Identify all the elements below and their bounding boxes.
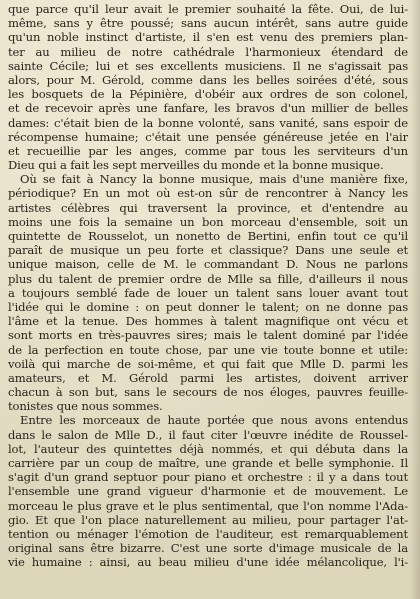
text-line: Entre les morceaux de haute portée que nous avons entendus (20, 413, 408, 428)
text-line: que parce qu'il leur avait le premier souhaité la fête. Oui, de lui- (8, 2, 408, 16)
text-line: plus du talent de premier ordre de Mlle sa fille, d'ailleurs il nous (8, 271, 408, 286)
text-line: chacun à son but, sans le secours de nos éloges, pauvres feuille- (8, 385, 408, 400)
text-line: l'ensemble une grand vigueur d'harmonie et de mouvement. Le (8, 484, 408, 499)
text-line: a toujours semblé fade de louer un talent sans louer avant tout (8, 285, 408, 300)
text-line: artistes célèbres qui traversent la province, et d'entendre au (8, 200, 408, 215)
text-line: ter au milieu de notre cathédrale l'harmonieux étendard de (8, 44, 408, 59)
text-line: carrière par un coup de maître, une grande et belle symphonie. Il (8, 456, 408, 470)
text-line: qu'un noble instinct d'artiste, il s'en est venu des premiers plan- (8, 30, 408, 45)
text-line: moins une fois la semaine un bon morceau d'ensemble, soit un (8, 214, 408, 229)
text-line: voilà qui marche de soi-même, et qui fait que Mlle D. parmi les (8, 356, 408, 371)
text-line: tention ou ménager l'émotion de l'auditeur, est remarquablement (8, 526, 408, 541)
text-line: les bosquets de la Pépinière, d'obéir aux ordres de son colonel, (8, 87, 408, 102)
text-line: Dieu qui a fait les sept merveilles du monde et la bonne musique. (8, 158, 384, 173)
text-line: original sans être bizarre. C'est une sorte d'image musicale de la (8, 541, 408, 556)
text-line: quintette de Rousselot, un nonetto de Bertini, enfin tout ce qu'il (8, 229, 408, 243)
text-line: dans le salon de Mlle D., il faut citer l'œuvre inédite de Roussel- (8, 427, 408, 442)
text-line: morceau le plus grave et le plus sentimental, que l'on nomme l'Ada- (8, 498, 408, 513)
text-line: même, sans y être poussé; sans aucun intérêt, sans autre guide (8, 16, 408, 31)
text-line: lot, l'auteur des quintettes déjà nommés, et qui débuta dans la (8, 441, 408, 456)
text-line: Où se fait à Nancy la bonne musique, mais d'une manière fixe, (20, 172, 408, 187)
text-line: amateurs, et M. Gérold parmi les artistes, doivent arriver (8, 370, 408, 385)
text-line: l'âme et la tenue. Des hommes à talent magnifique ont vécu et (8, 314, 408, 329)
text-line: dames: c'était bien de la bonne volonté, sans vanité, sans espoir de (8, 115, 408, 130)
text-line: tonistes que nous sommes. (8, 399, 163, 414)
page-edge-shadow (410, 0, 420, 599)
text-column (8, 2, 408, 570)
text-line: et de recevoir après une fanfare, les bravos d'un millier de belles (8, 101, 408, 116)
text-line: sont morts en très-pauvres sires; mais le talent dominé par l'idée (8, 328, 408, 343)
text-line: de la perfection en toute chose, par une vie toute bonne et utile: (8, 342, 408, 357)
text-line: l'idée qui le domine : on peut donner le talent; on ne donne pas (8, 299, 408, 314)
text-line: paraît de musique un peu forte et classique? Dans une seule et (8, 243, 408, 258)
text-line: gio. Et que l'on place naturellement au milieu, pour partager l'at- (8, 512, 408, 527)
text-line: et recueillie par les anges, comme par tous les serviteurs d'un (8, 143, 408, 158)
text-line: alors, pour M. Gérold, comme dans les belles soirées d'été, sous (8, 72, 408, 87)
text-line: sainte Cécile; lui et ses excellents musiciens. Il ne s'agissait pas (8, 58, 408, 73)
text-line: vie humaine : ainsi, au beau milieu d'une idée mélancolique, l'i- (8, 555, 408, 570)
text-line: récompense humaine; c'était une pensée généreuse jetée en l'air (8, 129, 408, 144)
text-line: unique maison, celle de M. le commandant D. Nous ne parlons (8, 257, 408, 272)
text-line: s'agit d'un grand septuor pour piano et orchestre : il y a dans tout (8, 470, 408, 485)
text-line: périodique? En un mot où est-on sûr de rencontrer à Nancy les (8, 186, 408, 201)
